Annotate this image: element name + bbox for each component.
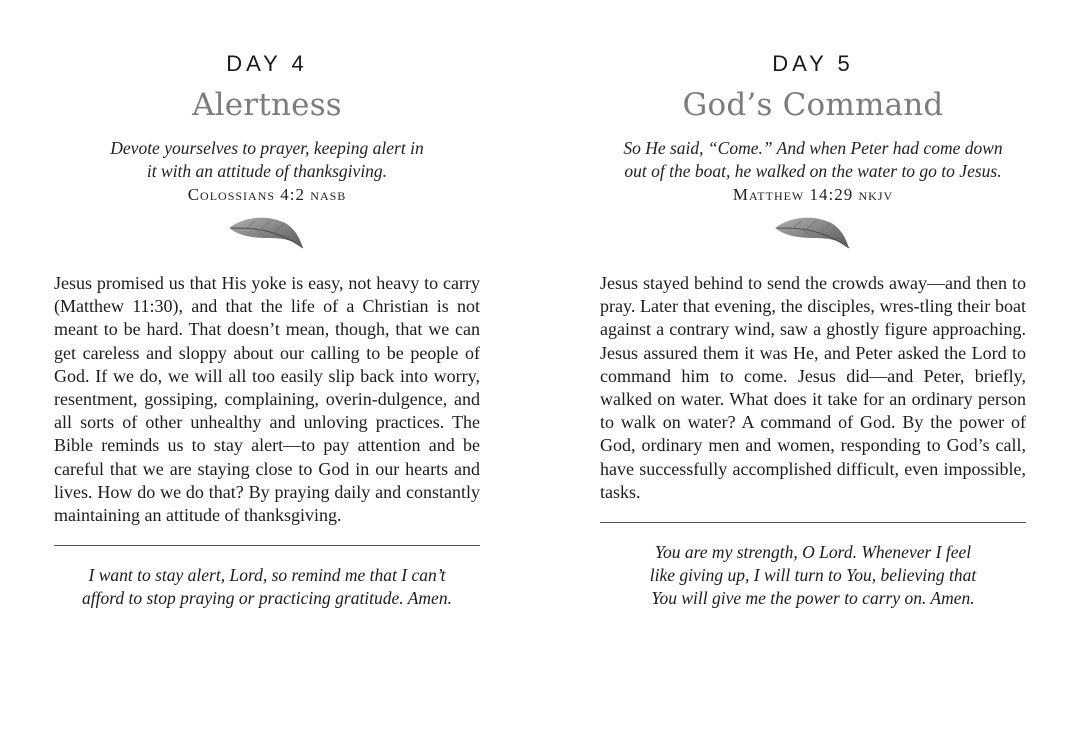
devotion-title: Alertness [192,87,342,123]
prayer-line: You are my strength, O Lord. Whenever I feel [654,542,972,563]
prayer-line: afford to stop praying or practicing gratitude. Amen. [82,588,452,609]
scripture-verse [600,137,1026,183]
page-day-5 [600,0,1026,610]
verse-line: So He said, “Come.” And when Peter had come down [623,138,1003,158]
closing-prayer [600,541,1026,610]
section-divider [54,545,480,546]
prayer-line: You will give me the power to carry on. Amen. [651,588,975,609]
devotion-body: Jesus stayed behind to send the crowds away—and then to pray. Later that evening, the disciples, wres-tling their boat against a contrary wind, saw a ghostly figure approaching. Jesus assured them it was He, and Peter asked the Lord to command him to come. Jesus did—and Peter, briefly, walked on water. What does it take for an ordinary person to walk on water? A command of God. By the power of God, ordinary men and women, responding to God’s call, have successfully accomplished difficult, even impossible, tasks. [600,273,1026,502]
verse-line: Devote yourselves to prayer, keeping alert in [110,138,424,158]
scripture-reference: Colossians 4:2 nasb [187,185,347,204]
section-divider [600,522,1026,523]
leaf-ornament [600,214,1026,258]
prayer-line: I want to stay alert, Lord, so remind me that I can’t [88,565,446,586]
leaf-ornament [54,214,480,258]
day-label: DAY 5 [772,51,854,76]
page-day-4 [54,0,480,610]
leaf-icon [227,214,307,252]
closing-prayer [54,564,480,610]
scripture-reference: Matthew 14:29 nkjv [732,185,894,204]
verse-line: it with an attitude of thanksgiving. [146,161,388,181]
leaf-icon [773,214,853,252]
day-label: DAY 4 [226,51,308,76]
scripture-verse [54,137,480,183]
devotion-body: Jesus promised us that His yoke is easy, not heavy to carry (Matthew 11:30), and that the life of a Christian is not meant to be hard. That doesn’t mean, though, that we can get careless and sloppy about our calling to be people of God. If we do, we will all too easily slip back into worry, resentment, gossiping, complaining, overin-dulgence, and all sorts of other unhealthy and unloving practices. The Bible reminds us to stay alert—to pay attention and be careful that we are staying close to God in our hearts and lives. How do we do that? By praying daily and constantly maintaining an attitude of thanksgiving. [54,273,480,526]
prayer-line: like giving up, I will turn to You, believing that [649,565,977,586]
verse-line: out of the boat, he walked on the water to go to Jesus. [624,161,1002,181]
devotion-title: God’s Command [682,87,944,123]
